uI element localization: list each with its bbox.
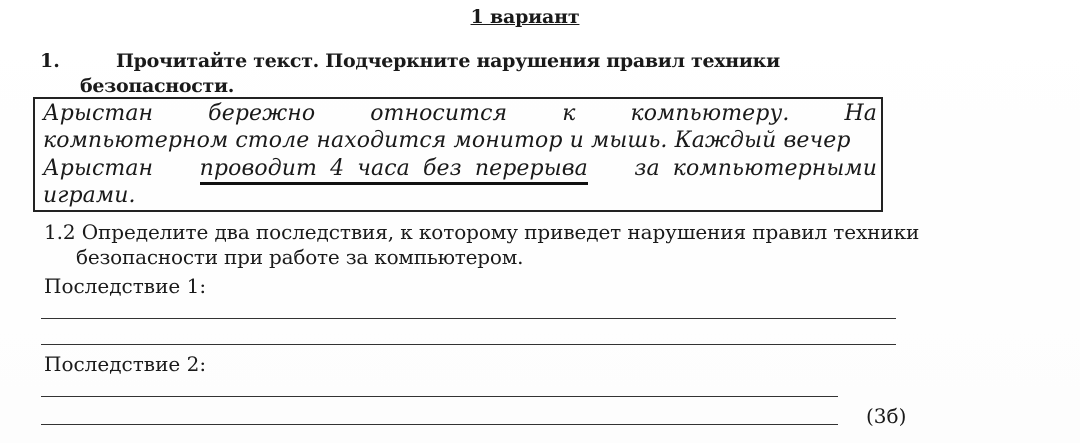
text-line-3 <box>43 156 877 185</box>
text-word: бережно <box>208 101 316 126</box>
answer-line-3[interactable] <box>41 396 838 397</box>
text-segment: Арыстан <box>43 156 154 181</box>
answer-line-1[interactable] <box>41 318 896 319</box>
reading-text-box <box>33 97 883 212</box>
task-heading: Прочитайте текст. Подчеркните нарушения правил техники <box>116 50 780 72</box>
text-word: к <box>562 101 576 126</box>
consequence-1-label: Последствие 1: <box>44 274 207 298</box>
answer-line-2[interactable] <box>41 344 896 345</box>
consequence-2-label: Последствие 2: <box>44 352 207 376</box>
score-label: (3б) <box>866 404 907 428</box>
text-word: относится <box>370 101 508 126</box>
question-1-2-continuation: безопасности при работе за компьютером. <box>76 245 524 269</box>
question-1-2: 1.2 Определите два последствия, к которому приведет нарушения правил техники <box>44 220 920 244</box>
task-heading-continuation: безопасности. <box>80 75 235 97</box>
underlined-violation: проводит 4 часа без перерыва <box>200 156 588 185</box>
text-segment: за компьютерными <box>634 156 877 181</box>
text-line-4: играми. <box>43 183 136 208</box>
text-word: На <box>844 101 877 126</box>
text-word: Арыстан <box>43 101 154 126</box>
text-word: компьютеру. <box>630 101 790 126</box>
answer-line-4[interactable] <box>41 424 838 425</box>
variant-title: 1 вариант <box>470 6 580 28</box>
task-number: 1. <box>40 50 60 72</box>
text-line-1 <box>43 101 877 127</box>
text-line-2: компьютерном столе находится монитор и мышь. Каждый вечер <box>43 128 851 153</box>
